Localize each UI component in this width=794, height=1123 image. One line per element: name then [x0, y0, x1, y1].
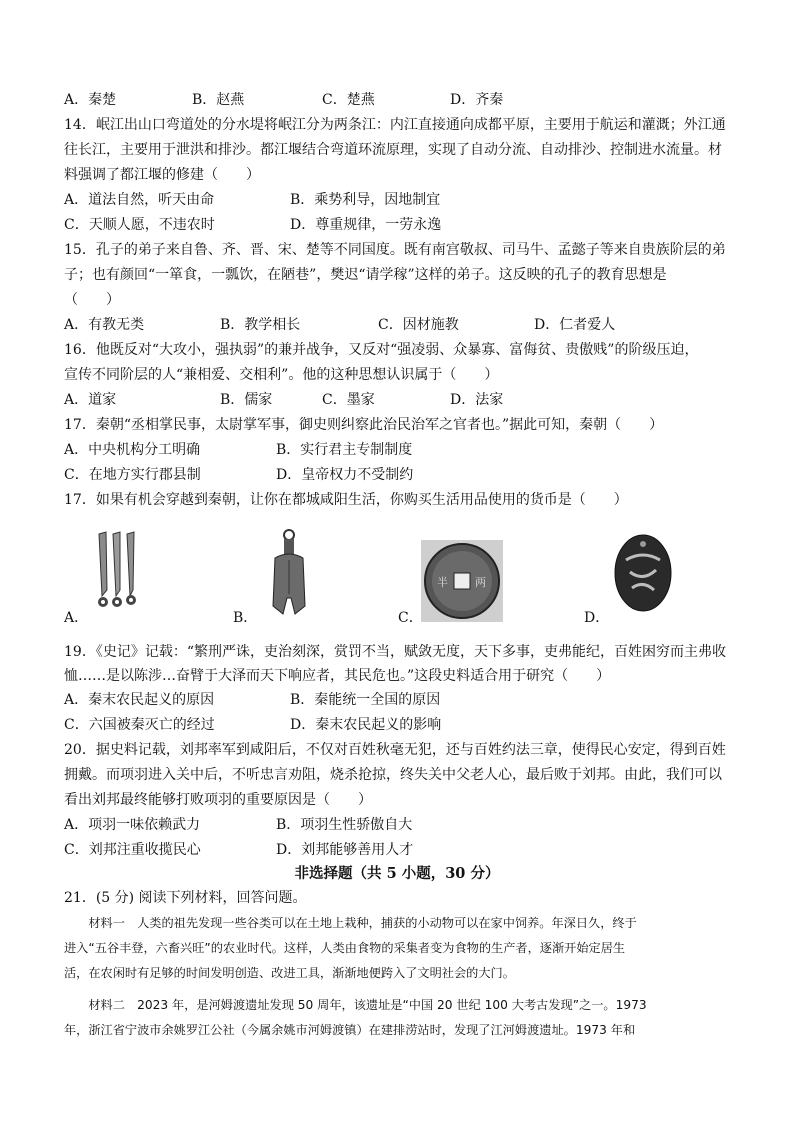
q20-text-line3: 看出刘邦最终能够打败项羽的重要原因是（ ）	[64, 792, 372, 808]
q14-text-line1: 14．岷江出山口弯道处的分水堤将岷江分为两条江：内江直接通向成都平原，主要用于航运和灌溉；外江通	[64, 117, 726, 133]
q16-option-a: A．道家	[64, 392, 117, 408]
q17b-option-d: D．	[584, 610, 610, 626]
q17a-option-c: C．在地方实行郡县制	[64, 467, 201, 483]
q14-option-b: B．乘势利导，因地制宜	[290, 192, 441, 208]
q16-option-b: B．儒家	[220, 392, 273, 408]
q15-option-c: C．因材施教	[378, 317, 459, 333]
section-title: 非选择题（共 5 小题，30 分）	[294, 865, 500, 882]
q16-text-line2: 宣传不同阶层的人“兼相爱、交相利”。他的这种思想认识属于（ ）	[64, 367, 499, 383]
q16-option-d: D．法家	[450, 392, 504, 408]
q15-option-a: A．有教无类	[64, 317, 145, 333]
q17a-option-d: D．皇帝权力不受制约	[276, 467, 414, 483]
q14-text-line3: 料强调了都江堰的修建（ ）	[64, 167, 260, 183]
q17a-option-a: A．中央机构分工明确	[64, 442, 201, 458]
q13-option-b: B．赵燕	[192, 92, 245, 108]
spade-coin-image	[265, 528, 313, 620]
q19-option-a: A．秦末农民起义的原因	[64, 692, 215, 708]
q16-text-line1: 16．他既反对“大攻小，强执弱”的兼并战争，又反对“强凌弱、众暴寡、富侮贫、贵傲贱”的阶级压迫，	[64, 342, 699, 358]
q20-text-line2: 拥戴。而项羽进入关中后，不听忠言劝阻，烧杀抢掠，终失关中父老人心，最后败于刘邦。由此，我们可以	[64, 767, 722, 783]
q21-material1-line3: 活，在农闲时有足够的时间发明创造、改进工具，渐渐地便跨入了文明社会的大门。	[64, 966, 515, 980]
q21-text: 21．(5 分) 阅读下列材料，回答问题。	[64, 890, 307, 906]
q20-option-a: A．项羽一味依赖武力	[64, 817, 201, 833]
q14-option-d: D．尊重规律，一劳永逸	[290, 217, 442, 233]
q21-material1-line1: 材料一 人类的祖先发现一些谷类可以在土地上栽种，捕获的小动物可以在家中饲养。年深日久，终于	[64, 916, 637, 930]
q15-option-d: D．仁者爱人	[534, 317, 616, 333]
q15-text-line3: （ ）	[64, 292, 120, 308]
q17b-option-a: A．	[64, 610, 89, 626]
q19-option-d: D．秦末农民起义的影响	[290, 717, 442, 733]
q20-option-d: D．刘邦能够善用人才	[276, 842, 414, 858]
round-square-hole-coin-image	[421, 540, 503, 622]
q14-option-a: A．道法自然，听天由命	[64, 192, 215, 208]
q15-option-b: B．教学相长	[220, 317, 301, 333]
q20-text-line1: 20．据史料记载，刘邦率军到咸阳后，不仅对百姓秋毫无犯，还与百姓约法三章，使得民心安定，得到百姓	[64, 742, 726, 758]
q21-material2-line1: 材料二 2023 年，是河姆渡遗址发现 50 周年，该遗址是“中国 20 世纪 100 大考古发现”之一。1973	[64, 998, 647, 1012]
ant-nose-coin-image	[612, 532, 674, 614]
q19-text-line1: 19．《史记》记载：“繁刑严诛，吏治刻深，赏罚不当，赋敛无度，天下多事，吏弗能纪，百姓困穷而主弗收	[64, 644, 726, 660]
q21-material1-line2: 进入“五谷丰登，六畜兴旺”的农业时代。这样，人类由食物的采集者变为食物的生产者，逐渐开始定居生	[64, 941, 626, 955]
q19-option-c: C．六国被秦灭亡的经过	[64, 717, 215, 733]
q13-option-a: A．秦楚	[64, 92, 117, 108]
q15-text-line1: 15．孔子的弟子来自鲁、齐、晋、宋、楚等不同国度。既有南宫敬叔、司马牛、孟懿子等来自贵族阶层的弟	[64, 242, 726, 258]
q20-option-b: B．项羽生性骄傲自大	[276, 817, 413, 833]
q19-option-b: B．秦能统一全国的原因	[290, 692, 441, 708]
svg-text:半: 半	[437, 576, 448, 589]
q19-text-line2: 恤……是以陈涉…奋臂于大泽而天下响应者，其民危也。”这段史料适合用于研究（ ）	[64, 668, 611, 684]
q13-option-d: D．齐秦	[450, 92, 504, 108]
knife-coins-image	[93, 528, 145, 614]
q17a-text: 17．秦朝“丞相掌民事，太尉掌军事，御史则纠察此治民治军之官者也。”据此可知，秦朝（ ）	[64, 417, 664, 433]
q14-text-line2: 往长江，主要用于泄洪和排沙。都江堰结合弯道环流原理，实现了自动分流、自动排沙、控制进水流量。材	[64, 142, 722, 158]
q16-option-c: C．墨家	[322, 392, 375, 408]
q17b-option-c: C．	[398, 610, 423, 626]
svg-text:两: 两	[475, 576, 486, 589]
q21-material2-line2: 年，浙江省宁波市余姚罗江公社（今属余姚市河姆渡镇）在建排涝站时，发现了江河姆渡遗址。1973 年和	[64, 1023, 636, 1037]
q15-text-line2: 子；也有颜回“一箪食，一瓢饮，在陋巷”，樊迟“请学稼”这样的弟子。这反映的孔子的教育思想是	[64, 267, 667, 283]
q17b-text: 17．如果有机会穿越到秦朝，让你在都城咸阳生活，你购买生活用品使用的货币是（ ）	[64, 492, 628, 508]
q20-option-c: C．刘邦注重收揽民心	[64, 842, 201, 858]
q14-option-c: C．天顺人愿，不违农时	[64, 217, 215, 233]
q13-option-c: C．楚燕	[322, 92, 375, 108]
q17b-option-b: B．	[233, 610, 258, 626]
q17a-option-b: B．实行君主专制制度	[276, 442, 413, 458]
